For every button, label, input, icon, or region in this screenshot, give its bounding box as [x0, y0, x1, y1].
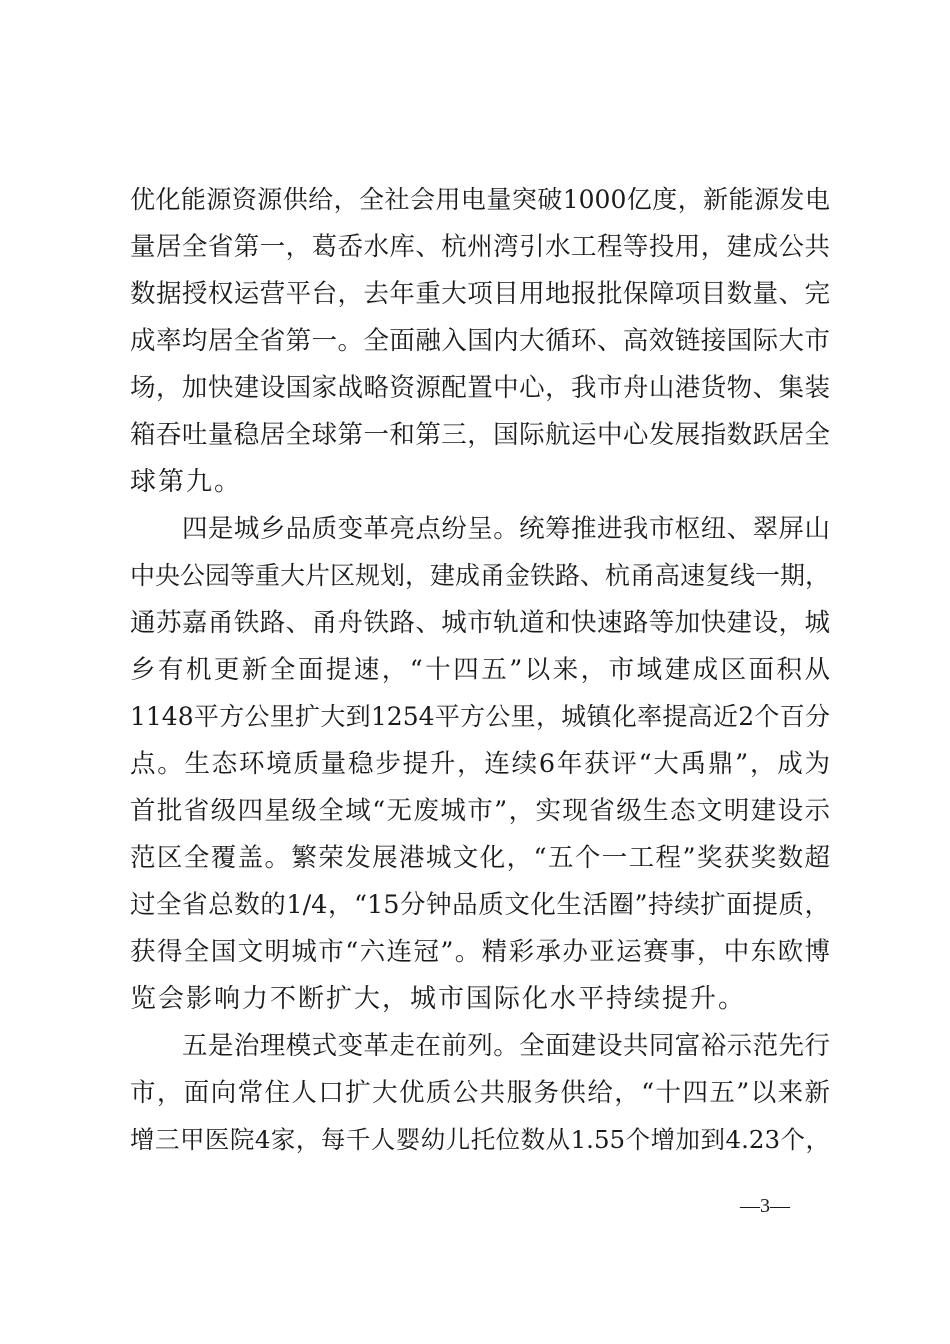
text-line: 首批省级四星级全域“无废城市”，实现省级生态文明建设示: [130, 796, 830, 826]
text-line: 获得全国文明城市“六连冠”。精彩承办亚运赛事，中东欧博: [130, 937, 830, 967]
text-line: 优化能源资源供给，全社会用电量突破1000亿度，新能源发电: [130, 185, 830, 214]
paragraph-start-line: 四是城乡品质变革亮点纷呈。统筹推进我市枢纽、翠屏山: [182, 514, 830, 544]
text-line: 中央公园等重大片区规划，建成甬金铁路、杭甬高速复线一期，: [130, 561, 831, 590]
text-line: 过全省总数的1/4，“15分钟品质文化生活圈”持续扩面提质，: [130, 890, 830, 920]
page-number: —3—: [740, 1195, 790, 1217]
text-line: 数据授权运营平台，去年重大项目用地报批保障项目数量、完: [130, 279, 830, 309]
text-line: 1148平方公里扩大到1254平方公里，城镇化率提高近2个百分: [130, 702, 830, 731]
text-line: 点。生态环境质量稳步提升，连续6年获评“大禹鼎”，成为: [130, 749, 830, 779]
text-line: 乡有机更新全面提速，“十四五”以来，市域建成区面积从: [130, 655, 830, 685]
text-line: 球第九。: [130, 467, 243, 497]
text-line: 箱吞吐量稳居全球第一和第三，国际航运中心发展指数跃居全: [130, 420, 830, 450]
text-line: 成率均居全省第一。全面融入国内大循环、高效链接国际大市: [130, 326, 830, 356]
text-line: 范区全覆盖。繁荣发展港城文化，“五个一工程”奖获奖数超: [130, 843, 830, 873]
text-line: 通苏嘉甬铁路、甬舟铁路、城市轨道和快速路等加快建设，城: [130, 608, 830, 638]
text-line: 市，面向常住人口扩大优质公共服务供给，“十四五”以来新: [130, 1078, 830, 1108]
text-line: 览会影响力不断扩大，城市国际化水平持续提升。: [130, 984, 747, 1014]
text-line: 增三甲医院4家，每千人婴幼儿托位数从1.55个增加到4.23个，: [130, 1125, 830, 1154]
text-line: 量居全省第一，葛岙水库、杭州湾引水工程等投用，建成公共: [130, 232, 830, 262]
text-line: 场，加快建设国家战略资源配置中心，我市舟山港货物、集装: [130, 373, 830, 403]
paragraph-start-line: 五是治理模式变革走在前列。全面建设共同富裕示范先行: [182, 1031, 830, 1061]
